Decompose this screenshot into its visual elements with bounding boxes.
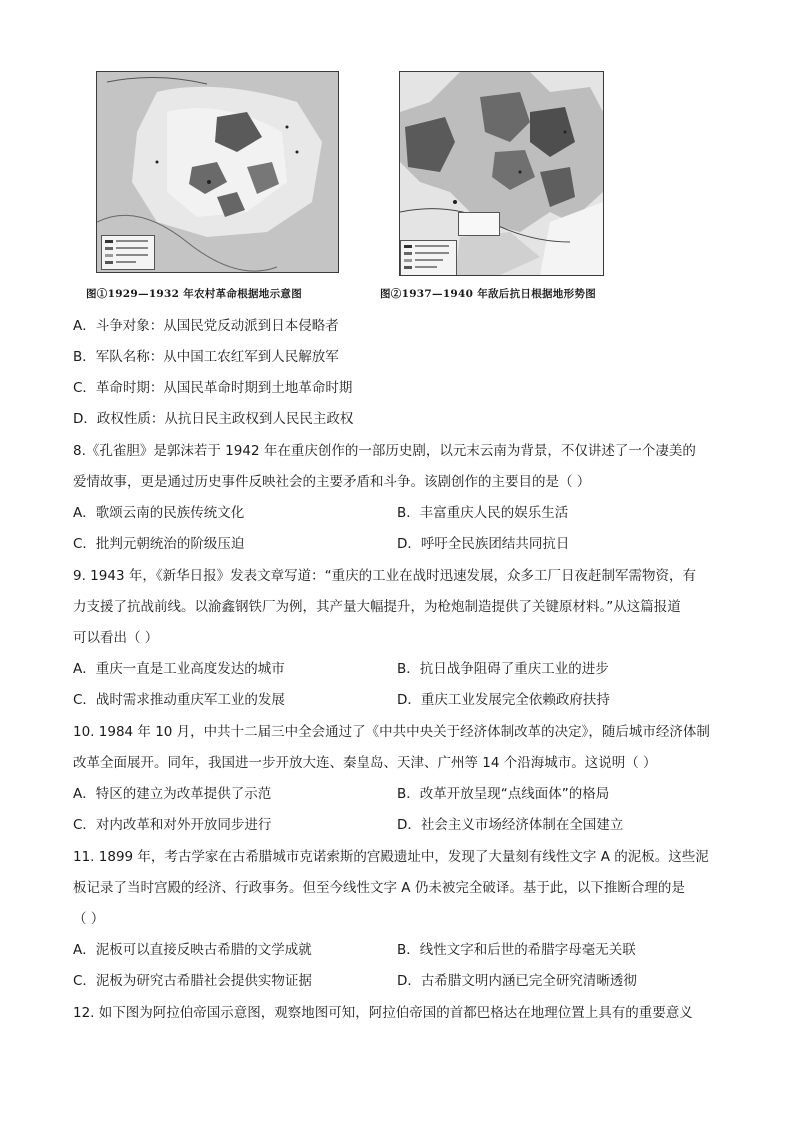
anti-japanese-bases-map: [399, 71, 604, 276]
q9-option-d: D．重庆工业发展完全依赖政府扶持: [397, 692, 610, 708]
q9-option-a: A．重庆一直是工业高度发达的城市: [73, 661, 285, 677]
q11-option-c: C．泥板为研究古希腊社会提供实物证据: [73, 973, 312, 989]
q8-option-b: B．丰富重庆人民的娱乐生活: [397, 505, 569, 521]
q7-option-d: D．政权性质：从抗日民主政权到人民民主政权: [73, 411, 354, 427]
q8-option-a: A．歌颂云南的民族传统文化: [73, 505, 245, 521]
q11-option-d: D．古希腊文明内涵已完全研究清晰透彻: [397, 973, 637, 989]
map-legend: [101, 235, 155, 270]
q9-stem-line2: 力支援了抗战前线。以渝鑫钢铁厂为例，其产量大幅提升，为枪炮制造提供了关键原材料。”从这篇报道: [73, 599, 681, 615]
q8-stem-line2: 爱情故事，更是通过历史事件反映社会的主要矛盾和斗争。该剧创作的主要目的是（ ）: [73, 474, 591, 490]
q9-option-b: B．抗日战争阻碍了重庆工业的进步: [397, 661, 609, 677]
map-legend: [400, 240, 457, 276]
q12-stem-line1: 12. 如下图为阿拉伯帝国示意图，观察地图可知，阿拉伯帝国的首都巴格达在地理位置上具有的重要意义: [73, 1005, 693, 1021]
q9-option-c: C．战时需求推动重庆军工业的发展: [73, 692, 285, 708]
q8-option-d: D．呼吁全民族团结共同抗日: [397, 536, 570, 552]
rural-bases-map: [96, 71, 339, 273]
legend-graphic: [401, 241, 456, 276]
legend-graphic: [102, 236, 154, 269]
q10-stem-line1: 10. 1984 年 10 月，中共十二届三中全会通过了《中共中央关于经济体制改革的决定》，随后城市经济体制: [73, 724, 710, 740]
q10-option-a: A．特区的建立为改革提供了示范: [73, 786, 272, 802]
figure-2-caption: 图②1937—1940 年敌后抗日根据地形势图: [380, 288, 597, 300]
q9-stem-line1: 9. 1943 年，《新华日报》发表文章写道：“重庆的工业在战时迅速发展，众多工厂日夜赶制军需物资，有: [73, 568, 697, 584]
q7-option-a: A．斗争对象：从国民党反动派到日本侵略者: [73, 318, 339, 334]
q10-option-c: C．对内改革和对外开放同步进行: [73, 817, 272, 833]
figure-1-caption: 图①1929—1932 年农村革命根据地示意图: [86, 288, 303, 300]
q11-stem-line3: （ ）: [73, 911, 105, 927]
q10-stem-line2: 改革全面展开。同年，我国进一步开放大连、秦皇岛、天津、广州等 14 个沿海城市。这说明（ ）: [73, 755, 657, 771]
q10-option-d: D．社会主义市场经济体制在全国建立: [397, 817, 624, 833]
q11-option-a: A．泥板可以直接反映古希腊的文学成就: [73, 942, 312, 958]
q11-stem-line2: 板记录了当时宫殿的经济、行政事务。但至今线性文字 A 仍未被完全破译。基于此，以下推断合理的是: [73, 880, 685, 896]
q10-option-b: B．改革开放呈现“点线面体”的格局: [397, 786, 610, 802]
map-inset: [458, 212, 500, 236]
q8-option-c: C．批判元朝统治的阶级压迫: [73, 536, 245, 552]
q11-stem-line1: 11. 1899 年，考古学家在古希腊城市克诺索斯的宫殿遗址中，发现了大量刻有线性文字 A 的泥板。这些泥: [73, 849, 709, 865]
q9-stem-line3: 可以看出（ ）: [73, 630, 159, 646]
q7-option-b: B．军队名称：从中国工农红军到人民解放军: [73, 349, 339, 365]
q8-stem-line1: 8.《孔雀胆》是郭沫若于 1942 年在重庆创作的一部历史剧，以元末云南为背景，不仅讲述了一个凄美的: [73, 443, 696, 459]
q11-option-b: B．线性文字和后世的希腊字母毫无关联: [397, 942, 636, 958]
q7-option-c: C．革命时期：从国民革命时期到土地革命时期: [73, 380, 353, 396]
